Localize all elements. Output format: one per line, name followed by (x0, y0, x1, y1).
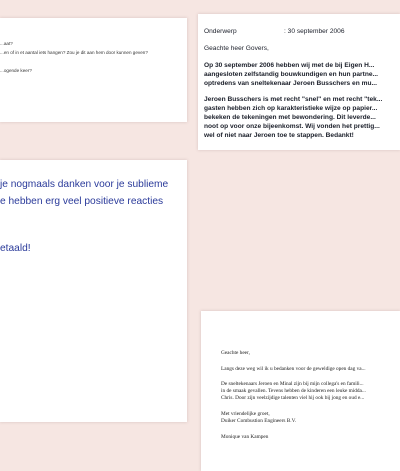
letter-paragraph-line: aangesloten zelfstandig bouwkundigen en hun partne... (204, 71, 379, 78)
letter-closing: Met vriendelijke groet, (221, 411, 270, 417)
reference-letter-card (198, 14, 400, 150)
letter-line: Chris. Door zijn veelzijdige talenten viel hij ook bij jong en oud e... (221, 395, 365, 401)
letter-line: De sneltekenaars Jeroen en Minal zijn bij mijn collega's en famili... (221, 381, 364, 387)
letter-paragraph-line: bekeken de tekeningen met bewondering. Dit leverde... (204, 114, 376, 121)
letter-signature: Monique van Kampen (221, 434, 269, 440)
subject-label: Onderwerp (204, 28, 237, 35)
email-line: ...en of in et aantal iets hangen? Zou je dit aan hem door kunnen geven? (0, 50, 148, 55)
letter-paragraph-line: gasten hebben zich op karakteristieke wijze op papier... (204, 105, 378, 112)
email-text-line: etaald! (0, 243, 31, 254)
thank-you-email-card (0, 160, 187, 422)
email-fragment-card (0, 18, 187, 122)
subject-date: : 30 september 2006 (284, 28, 345, 35)
letter-paragraph-line: optredens van sneltekenaar Jeroen Busschers en mu... (204, 80, 377, 87)
letter-salutation: Geachte heer, (221, 350, 250, 356)
letter-company: Duiker Combustion Engineers B.V. (221, 418, 297, 424)
letter-paragraph-line: Op 30 september 2006 hebben wij met de bij Eigen H... (204, 62, 375, 69)
letter-line: Langs deze weg wil ik u bedanken voor de geweldige open dag va... (221, 366, 366, 372)
letter-salutation: Geachte heer Govers, (204, 45, 269, 52)
letter-paragraph-line: wel of niet naar Jeroen toe te stappen. Bedankt! (204, 132, 354, 139)
email-text-line: e hebben erg veel positieve reacties (0, 196, 164, 207)
email-line: ...ogende keer? (0, 68, 32, 73)
thank-you-letter-card (201, 311, 400, 471)
letter-paragraph-line: Jeroen Busschers is met recht "snel" en met recht "tek... (204, 96, 383, 103)
letter-line: in de smaak gevallen. Tevens hebben de kinderen een leuke midda... (221, 388, 366, 394)
email-line: ...aat? (0, 41, 13, 46)
email-text-line: je nogmaals danken voor je sublieme (0, 179, 169, 190)
letter-paragraph-line: noot op voor onze bijeenkomst. Wij vonden het prettig... (204, 123, 380, 130)
